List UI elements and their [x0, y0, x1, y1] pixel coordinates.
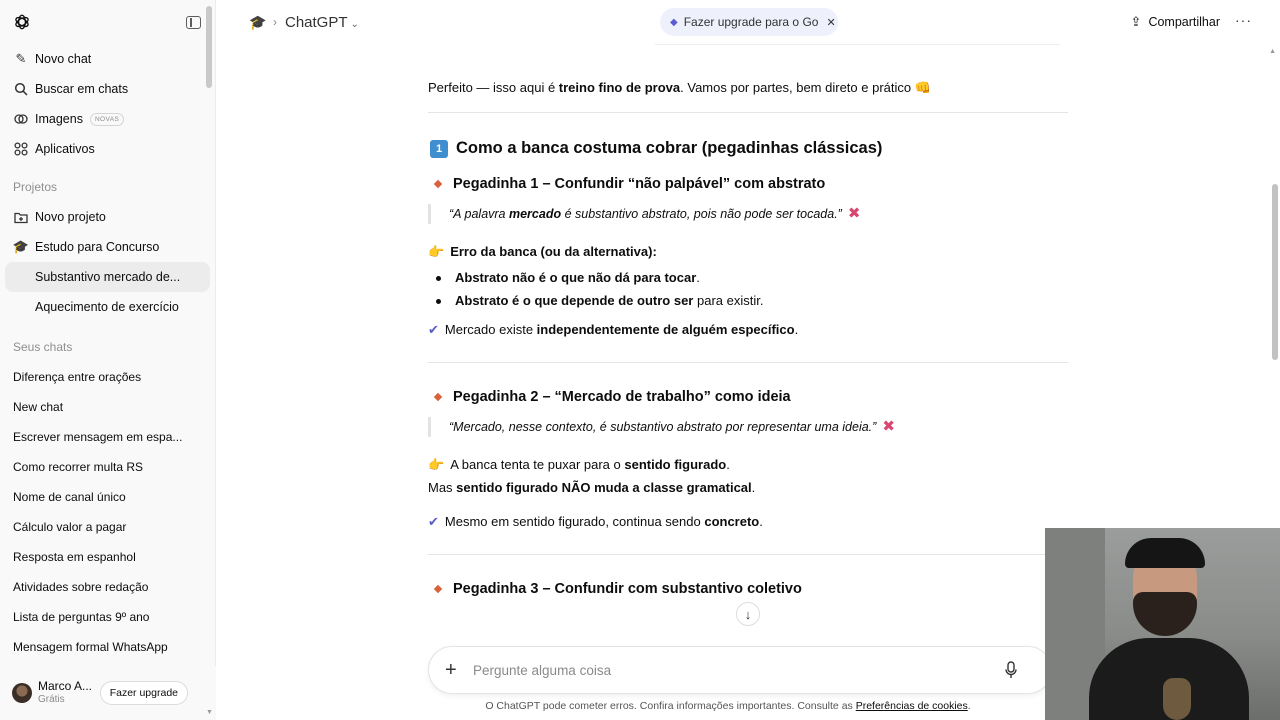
trap-1-list — [428, 266, 1068, 312]
text: O ChatGPT pode cometer erros. Confira informações importantes. Consulte as — [485, 700, 856, 712]
plus-icon[interactable]: + — [445, 658, 457, 681]
red-x-icon: ✖ — [882, 418, 895, 435]
trap-2-check — [428, 512, 1068, 532]
intro-paragraph — [428, 78, 1068, 108]
text: . — [726, 457, 730, 472]
search-icon — [13, 81, 29, 97]
pointing-hand-icon: 👉 — [428, 244, 445, 259]
share-button[interactable] — [1131, 14, 1220, 30]
images-icon — [13, 111, 29, 127]
nav-label: Novo chat — [35, 52, 92, 66]
model-name: ChatGPT — [285, 13, 348, 31]
nav-new-chat[interactable] — [0, 44, 215, 74]
openai-logo-icon[interactable] — [13, 13, 31, 31]
trap-2-explanation — [428, 455, 1068, 475]
project-study[interactable] — [0, 232, 215, 262]
bold-text: Abstrato é o que depende de outro ser — [455, 293, 694, 308]
chat-item[interactable]: Como recorrer multa RS — [13, 460, 144, 474]
text: . — [751, 480, 756, 495]
fist-emoji-icon: 👊 — [914, 80, 931, 95]
chat-item[interactable]: Diferença entre orações — [13, 370, 142, 384]
text: Mesmo em sentido figurado, continua sendo — [444, 514, 705, 529]
text: Mas — [428, 480, 457, 495]
pointing-hand-icon: 👉 — [428, 457, 445, 472]
chats-heading: Seus chats — [13, 340, 73, 354]
orange-diamond-icon — [434, 393, 442, 401]
bold-text: mercado — [508, 207, 562, 221]
list-item — [428, 289, 1068, 312]
chevron-down-icon: ⌄ — [350, 18, 359, 30]
list-item — [428, 266, 1068, 289]
divider — [428, 554, 1068, 555]
graduation-cap-icon: 🎓 — [12, 239, 30, 254]
chat-item[interactable]: Cálculo valor a pagar — [13, 520, 127, 534]
orange-diamond-icon — [434, 180, 442, 188]
main-scrollbar[interactable] — [1272, 184, 1278, 360]
scroll-up-arrow-icon[interactable]: ▲ — [1269, 48, 1276, 55]
assistant-message — [428, 78, 1068, 597]
project-graduation-cap-icon[interactable]: 🎓 — [249, 13, 267, 30]
nav-label: Aplicativos — [35, 142, 95, 156]
prompt-input[interactable] — [473, 663, 943, 678]
red-x-icon: ✖ — [847, 205, 861, 222]
bold-text: Erro da banca (ou da alternativa): — [450, 244, 657, 259]
close-icon[interactable]: ✕ — [826, 16, 836, 29]
avatar[interactable] — [12, 683, 32, 703]
text: é substantivo abstrato, pois não pode ser tocada.” — [561, 207, 842, 221]
share-label: Compartilhar — [1148, 15, 1220, 29]
nav-label: Substantivo mercado de... — [35, 270, 181, 284]
sidebar-top — [0, 0, 215, 44]
apps-icon — [13, 141, 29, 157]
heading-text: Pegadinha 1 – Confundir “não palpável” com abstrato — [453, 176, 826, 192]
share-icon: ⇪ — [1130, 14, 1142, 29]
nav-images[interactable] — [0, 104, 215, 134]
new-badge: NOVAS — [90, 113, 124, 126]
upgrade-pill[interactable] — [660, 8, 838, 36]
sidebar-scrollbar[interactable] — [206, 6, 212, 88]
text: . — [759, 514, 763, 529]
trap-2-quote — [428, 417, 1068, 437]
text: . — [967, 700, 971, 712]
heading-text: Como a banca costuma cobrar (pegadinhas clássicas) — [456, 139, 883, 157]
chat-item[interactable]: New chat — [13, 400, 64, 414]
nav-label: Imagens — [35, 112, 83, 126]
text: A banca tenta te puxar para o — [450, 457, 625, 472]
trap-1-quote — [428, 204, 1068, 224]
divider — [655, 44, 1060, 45]
text: Perfeito — isso aqui é — [428, 80, 559, 95]
projects-heading: Projetos — [13, 180, 58, 194]
new-project-button[interactable] — [0, 202, 215, 232]
upgrade-button[interactable]: Fazer upgrade — [100, 681, 188, 705]
trap-1-error — [428, 242, 1068, 262]
sidebar-toggle-icon[interactable] — [186, 16, 201, 29]
microphone-icon[interactable] — [1005, 661, 1017, 679]
trap-2-heading — [428, 389, 1068, 405]
heading-text: Pegadinha 3 – Confundir com substantivo coletivo — [453, 581, 802, 597]
heading-text: Pegadinha 2 – “Mercado de trabalho” como ideia — [453, 389, 791, 405]
bold-text: concreto — [704, 514, 760, 529]
trap-3-heading — [428, 581, 1068, 597]
scroll-to-bottom-button[interactable] — [736, 602, 760, 626]
section-heading — [428, 139, 1068, 158]
text: . — [696, 270, 700, 285]
cookie-preferences-link[interactable]: Preferências de cookies — [855, 700, 968, 712]
text: “Mercado, nesse contexto, é substantivo abstrato por representar uma ideia.” — [449, 420, 877, 434]
disclaimer — [428, 700, 1028, 712]
user-name: Marco A... — [38, 679, 93, 693]
sidebar — [0, 0, 216, 720]
chat-item[interactable]: Lista de perguntas 9º ano — [13, 610, 150, 624]
chat-item[interactable]: Resposta em espanhol — [13, 550, 136, 564]
bold-text: sentido figurado NÃO muda a classe gramatical — [456, 480, 752, 495]
scroll-down-arrow-icon[interactable]: ▼ — [206, 709, 213, 716]
user-plan: Grátis — [38, 694, 65, 705]
bold-text: Abstrato não é o que não dá para tocar — [455, 270, 697, 285]
nav-apps[interactable] — [0, 134, 215, 164]
check-mark-icon: ✔ — [428, 514, 439, 529]
project-chat-warmup[interactable] — [0, 292, 215, 322]
edit-icon: ✎ — [15, 51, 27, 66]
divider — [428, 362, 1068, 363]
arrow-down-icon: ↓ — [744, 606, 752, 622]
project-chat-active[interactable] — [5, 262, 210, 292]
user-info — [38, 679, 92, 707]
chat-item[interactable]: Nome de canal único — [13, 490, 126, 504]
composer — [428, 646, 1052, 694]
nav-label: Buscar em chats — [35, 82, 129, 96]
text: Mercado existe — [444, 322, 537, 337]
chat-item[interactable]: Mensagem formal WhatsApp — [13, 640, 168, 654]
chat-item[interactable]: Escrever mensagem em espa... — [13, 430, 183, 444]
text: . — [794, 322, 799, 337]
chat-item[interactable]: Atividades sobre redação — [13, 580, 149, 594]
nav-label: Aquecimento de exercício — [35, 300, 179, 314]
webcam-mate-cup — [1163, 678, 1191, 720]
trap-2-explanation-2 — [428, 478, 1068, 498]
text: . Vamos por partes, bem direto e prático — [680, 80, 915, 95]
top-bar — [217, 0, 1280, 44]
divider — [428, 112, 1068, 113]
folder-plus-icon — [13, 209, 29, 225]
webcam-overlay — [1045, 528, 1280, 720]
chevron-right-icon: › — [273, 15, 277, 29]
chat-list — [0, 362, 215, 662]
webcam-person-cap — [1125, 538, 1205, 568]
bold-text: treino fino de prova — [558, 80, 681, 95]
diamond-icon: ◆ — [670, 16, 678, 28]
trap-1-heading — [428, 176, 1068, 192]
nav-label: Novo projeto — [35, 210, 106, 224]
orange-diamond-icon — [434, 585, 442, 593]
bold-text: sentido figurado — [624, 457, 727, 472]
check-mark-icon: ✔ — [428, 322, 439, 337]
nav-label: Estudo para Concurso — [35, 240, 160, 254]
text: para existir. — [693, 293, 764, 308]
keycap-one-icon: 1 — [430, 140, 448, 158]
user-panel[interactable] — [0, 666, 216, 720]
bold-text: independentemente de alguém específico — [536, 322, 795, 337]
model-selector[interactable] — [285, 14, 359, 31]
text: “A palavra — [449, 207, 509, 221]
webcam-person-beard — [1133, 592, 1197, 636]
more-options-icon[interactable]: ··· — [1235, 12, 1252, 28]
upgrade-pill-label: Fazer upgrade para o Go — [683, 15, 819, 29]
trap-1-check — [428, 320, 1068, 340]
nav-search-chats[interactable] — [0, 74, 215, 104]
